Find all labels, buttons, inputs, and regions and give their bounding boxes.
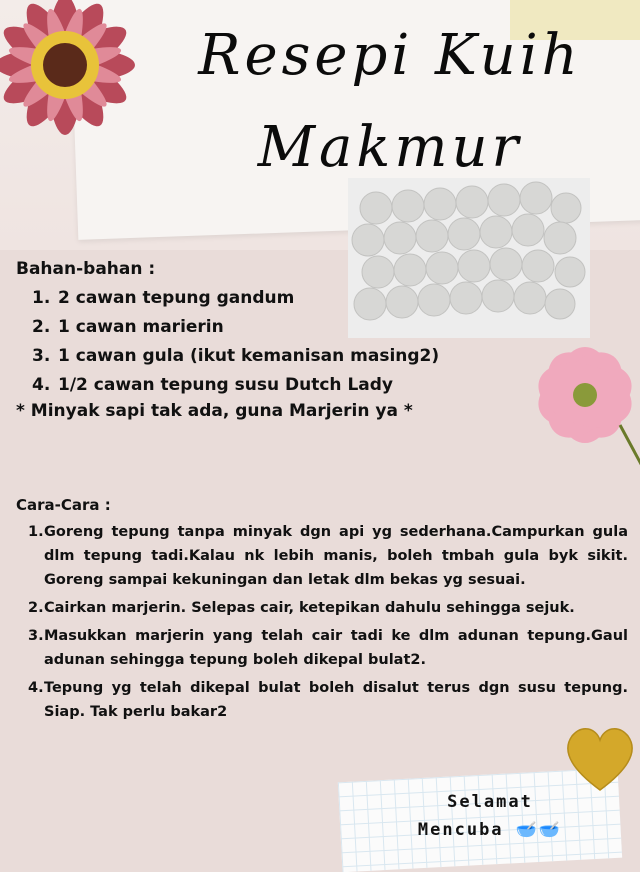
step-number: 4. <box>28 680 44 696</box>
closing-line-1: Selamat <box>447 792 533 812</box>
ingredient-number: 3. <box>32 346 51 366</box>
title-line-1: Resepi Kuih <box>198 23 582 88</box>
ingredient-text: 1 cawan marierin <box>58 317 224 337</box>
ingredient-item <box>10 313 439 342</box>
title-line-2: Makmur <box>257 115 523 180</box>
steps-heading: Cara-Cara : <box>16 496 111 514</box>
steps-list <box>28 520 628 728</box>
step-text: Goreng tepung tanpa minyak dgn api yg sederhana.Campurkan gula dlm tepung tadi.Kalau nk lebih manis, boleh tmbah gula byk sikit. Goreng sampai kekuningan dan letak dlm bekas yg sesuai. <box>44 524 628 588</box>
ingredients-heading: Bahan-bahan : <box>16 259 156 279</box>
recipe-title <box>150 10 630 194</box>
ingredient-item <box>10 371 439 400</box>
step-item <box>28 676 628 724</box>
ingredients-list <box>10 284 439 400</box>
ingredient-number: 1. <box>32 288 51 308</box>
closing-text <box>380 788 600 844</box>
step-item <box>28 624 628 672</box>
step-text: Cairkan marjerin. Selepas cair, ketepikan dahulu sehingga sejuk. <box>44 600 575 616</box>
ingredient-text: 2 cawan tepung gandum <box>58 288 295 308</box>
ingredient-item <box>10 342 439 371</box>
step-number: 1. <box>28 524 44 540</box>
closing-line-2: Mencuba 🥣🥣 <box>417 820 563 840</box>
step-number: 3. <box>28 628 44 644</box>
step-item <box>28 520 628 592</box>
step-text: Masukkan marjerin yang telah cair tadi ke dlm adunan tepung.Gaul adunan sehingga tepung boleh dikepal bulat2. <box>44 628 628 668</box>
step-number: 2. <box>28 600 44 616</box>
step-text: Tepung yg telah dikepal bulat boleh disalut terus dgn susu tepung. Siap. Tak perlu bakar2 <box>44 680 628 720</box>
step-item <box>28 596 628 620</box>
ingredient-text: 1/2 cawan tepung susu Dutch Lady <box>58 375 394 395</box>
pink-flower-image <box>510 325 640 495</box>
ingredient-item <box>10 284 439 313</box>
ingredient-number: 2. <box>32 317 51 337</box>
gold-heart-icon <box>560 718 640 798</box>
ingredient-number: 4. <box>32 375 51 395</box>
ingredients-note: * Minyak sapi tak ada, guna Marjerin ya * <box>16 401 413 421</box>
ingredient-text: 1 cawan gula (ikut kemanisan masing2) <box>58 346 440 366</box>
